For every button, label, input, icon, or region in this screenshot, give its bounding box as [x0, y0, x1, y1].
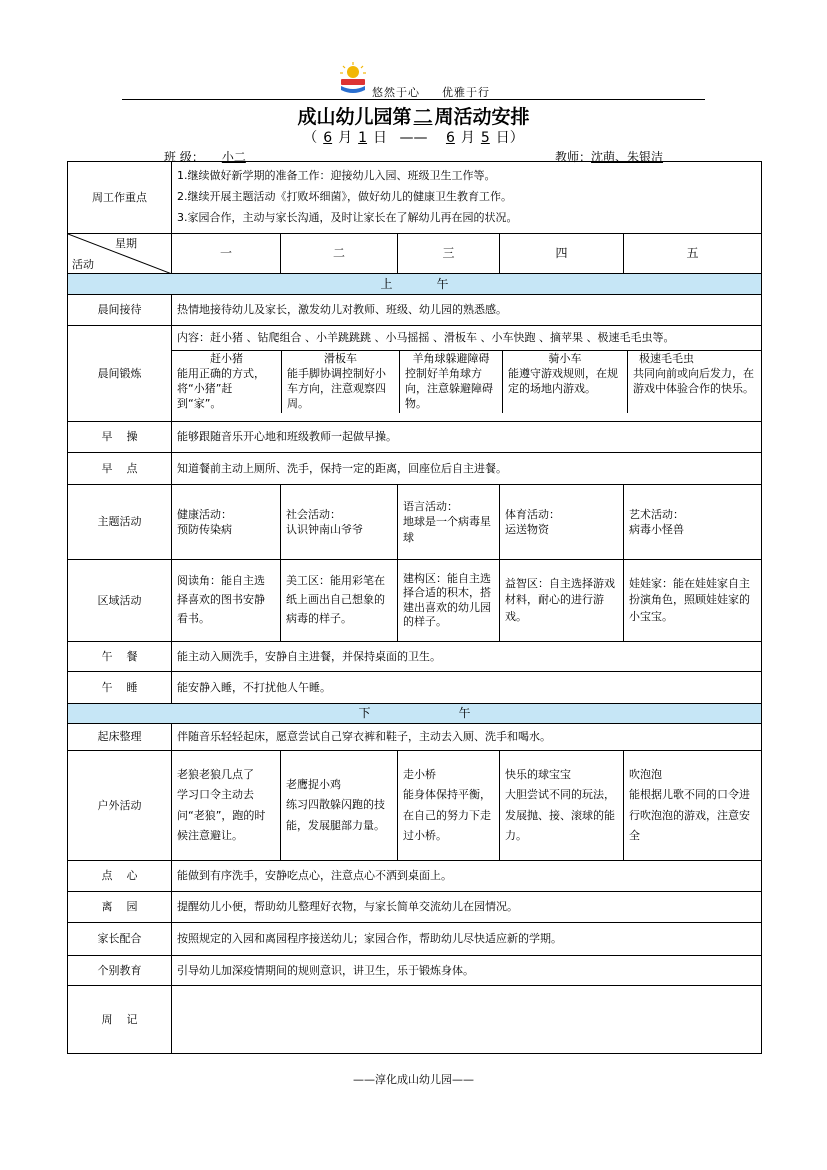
exercise-item-desc: 共同向前或向后发力，在游戏中体验合作的快乐。: [633, 367, 754, 396]
date-close: ）: [509, 130, 524, 146]
exercise-item-title: 滑板车: [324, 352, 357, 366]
row-label: 晨间接待: [68, 295, 172, 326]
outdoor-desc: 学习口令主动去问“老狼”，跑的时候注意避让。: [177, 788, 266, 842]
row-label: 早操: [68, 422, 172, 453]
outdoor-desc: 大胆尝试不同的玩法，发展抛、接、滚球的能力。: [505, 788, 615, 842]
theme-activity-tuesday: [281, 485, 398, 560]
focus-item: 1.继续做好新学期的准备工作：迎接幼儿入园、班级卫生工作等。: [177, 169, 496, 183]
outdoor-activity-friday: [624, 751, 762, 861]
title-week-number: 二: [413, 106, 433, 128]
exercise-item-title: 羊角球躲避障碍: [412, 352, 490, 366]
exercise-item: [172, 351, 282, 412]
exercise-item: [282, 351, 400, 412]
outdoor-activity-wednesday: [398, 751, 500, 861]
individual-row: [68, 956, 762, 986]
exercise-item: [628, 351, 761, 412]
theme-title: 艺术活动：: [629, 507, 684, 521]
date-separator: ——: [399, 130, 428, 146]
corner-label-activity: 活动: [72, 257, 94, 271]
parents-text: 按照规定的入园和离园程序接送幼儿；家园合作，帮助幼儿尽快适应新的学期。: [172, 923, 762, 956]
footer: ——淳化成山幼儿园——: [353, 1073, 474, 1086]
band-right: 午: [458, 706, 471, 721]
weekly-focus-list: [172, 162, 762, 234]
theme-desc: 预防传染病: [177, 523, 232, 536]
weekday-monday: 一: [172, 234, 281, 274]
theme-activity-thursday: [500, 485, 624, 560]
afternoon-snack-row: [68, 861, 762, 892]
leave-row: [68, 892, 762, 923]
row-label: 离园: [68, 892, 172, 923]
weekly-schedule-table: [67, 161, 762, 1054]
theme-title: 体育活动：: [505, 507, 560, 521]
motto-part-2: 优雅于行: [442, 86, 490, 99]
outdoor-activity-thursday: [500, 751, 624, 861]
focus-item: 3.家园合作，主动与家长沟通，及时让家长在了解幼儿再在园的状况。: [177, 210, 518, 224]
morning-band: [68, 274, 762, 295]
exercise-item-desc: 能手脚协调控制好小车方向，注意观察四周。: [287, 367, 386, 410]
area-activity-thursday: 益智区：自主选择游戏材料，耐心的进行游戏。: [500, 560, 624, 642]
morning-snack-text: 知道餐前主动上厕所、洗手，保持一定的距离，回座位后自主进餐。: [172, 453, 762, 485]
class-value: 小二: [221, 150, 246, 164]
nap-row: [68, 672, 762, 704]
exercise-item-desc: 能用正确的方式，将“小猪”赶到“家”。: [177, 367, 265, 410]
exercise-item-list: [172, 350, 761, 412]
theme-title: 健康活动：: [177, 507, 232, 521]
notes-row: [68, 986, 762, 1054]
theme-activity-monday: [172, 485, 281, 560]
band-right: 午: [436, 276, 449, 291]
wakeup-text: 伴随音乐轻轻起床，愿意尝试自己穿衣裤和鞋子，主动去入厕、洗手和喝水。: [172, 724, 762, 751]
area-activity-friday: 娃娃家：能在娃娃家自主扮演角色，照顾娃娃家的小宝宝。: [624, 560, 762, 642]
date-range: [0, 127, 827, 147]
morning-exercise-row: [68, 422, 762, 453]
weekly-focus-row: [68, 162, 762, 234]
row-label: 点心: [68, 861, 172, 892]
notes-text[interactable]: [172, 986, 762, 1054]
month-char: 月: [338, 130, 353, 146]
row-label: 周工作重点: [68, 162, 172, 234]
kindergarten-logo-icon: [338, 62, 368, 96]
theme-title: 社会活动：: [286, 507, 341, 521]
outdoor-desc: 能身体保持平衡，在自己的努力下走过小桥。: [403, 788, 491, 842]
individual-text: 引导幼儿加深疫情期间的规则意识，讲卫生，乐于锻炼身体。: [172, 956, 762, 986]
outdoor-title: 快乐的球宝宝: [505, 767, 571, 781]
weekday-header-row: [68, 234, 762, 274]
day-char: 日: [373, 130, 388, 146]
weekday-thursday: 四: [500, 234, 624, 274]
outdoor-title: 走小桥: [403, 767, 436, 781]
month-char: 月: [460, 130, 475, 146]
theme-activity-friday: [624, 485, 762, 560]
outdoor-activity-tuesday: [281, 751, 398, 861]
band-left: 下: [358, 706, 371, 721]
row-label: 家长配合: [68, 923, 172, 956]
row-label: 主题活动: [68, 485, 172, 560]
afternoon-band: [68, 704, 762, 724]
exercise-item-desc: 能遵守游戏规则，在规定的场地内游戏。: [508, 367, 618, 396]
weekday-tuesday: 二: [281, 234, 398, 274]
theme-desc: 运送物资: [505, 523, 549, 536]
row-label: 户外活动: [68, 751, 172, 861]
theme-activity-row: [68, 485, 762, 560]
row-label: 午餐: [68, 642, 172, 672]
day-char: 日: [495, 130, 510, 146]
outdoor-title: 吹泡泡: [629, 767, 662, 781]
row-label: 晨间锻炼: [68, 326, 172, 422]
outdoor-desc: 能根据儿歌不同的口令进行吹泡泡的游戏，注意安全: [629, 788, 750, 842]
teacher-value: 沈萌、朱银洁: [591, 150, 664, 164]
band-left: 上: [380, 276, 393, 291]
reception-row: [68, 295, 762, 326]
row-label: 午睡: [68, 672, 172, 704]
corner-header-cell: [68, 234, 172, 274]
exercise-item: [503, 351, 628, 412]
reception-text: 热情地接待幼儿及家长，激发幼儿对教师、班级、幼儿园的熟悉感。: [172, 295, 762, 326]
motto: [372, 84, 490, 100]
weekday-wednesday: 三: [398, 234, 500, 274]
exercise-row: [68, 326, 762, 422]
row-label: 区域活动: [68, 560, 172, 642]
exercise-item: [400, 351, 503, 412]
end-day: 5: [480, 130, 490, 146]
row-label: 个别教育: [68, 956, 172, 986]
theme-desc: 认识钟南山爷爷: [286, 523, 363, 536]
row-label: 早点: [68, 453, 172, 485]
area-activity-row: [68, 560, 762, 642]
theme-title: 语言活动：: [403, 499, 458, 513]
leave-text: 提醒幼儿小便，帮助幼儿整理好衣物，与家长简单交流幼儿在园情况。: [172, 892, 762, 923]
row-label: 起床整理: [68, 724, 172, 751]
motto-part-1: 悠然于心: [372, 86, 420, 99]
outdoor-title: 老鹰捉小鸡: [286, 777, 341, 791]
morning-exercise-text: 能够跟随音乐开心地和班级教师一起做早操。: [172, 422, 762, 453]
outdoor-activity-monday: [172, 751, 281, 861]
row-label: 周记: [68, 986, 172, 1054]
area-activity-wednesday: 建构区：能自主选择合适的积木，搭建出喜欢的幼儿园的样子。: [398, 560, 500, 642]
theme-desc: 地球是一个病毒星球: [403, 515, 491, 544]
page-title: [0, 102, 827, 129]
exercise-item-desc: 控制好羊角球方向，注意躲避障碍物。: [405, 367, 493, 410]
outdoor-title: 老狼老狼几点了: [177, 767, 254, 781]
parents-row: [68, 923, 762, 956]
teacher-label: 教师：: [555, 150, 592, 164]
start-day: 1: [358, 130, 368, 146]
theme-desc: 病毒小怪兽: [629, 523, 684, 536]
morning-band-row: [68, 274, 762, 295]
area-activity-monday: 阅读角：能自主选择喜欢的图书安静看书。: [172, 560, 281, 642]
class-label: 班 级：: [164, 150, 204, 164]
area-activity-tuesday: 美工区：能用彩笔在纸上画出自己想象的病毒的样子。: [281, 560, 398, 642]
outdoor-desc: 练习四散躲闪跑的技能，发展腿部力量。: [286, 798, 385, 832]
exercise-item-title: 骑小车: [548, 352, 582, 366]
outdoor-activity-row: [68, 751, 762, 861]
exercise-item-title: 赶小猪: [210, 352, 243, 366]
end-month: 6: [445, 130, 455, 146]
lunch-text: 能主动入厕洗手，安静自主进餐，并保持桌面的卫生。: [172, 642, 762, 672]
corner-label-weekday: 星期: [115, 237, 137, 250]
title-prefix: 成山幼儿园第: [297, 106, 412, 128]
exercise-item-title: 极速毛毛虫: [639, 352, 694, 366]
wakeup-row: [68, 724, 762, 751]
nap-text: 能安静入睡，不打扰他人午睡。: [172, 672, 762, 704]
afternoon-band-row: [68, 704, 762, 724]
lunch-row: [68, 642, 762, 672]
start-month: 6: [323, 130, 333, 146]
header-divider: [122, 99, 705, 100]
exercise-content: 内容：赶小猪 、钻爬组合 、小羊跳跳跳 、小马摇摇 、滑板车 、小车快跑 、摘苹果 、极速毛毛虫等。: [177, 331, 675, 344]
title-suffix: 周活动安排: [434, 106, 530, 128]
morning-snack-row: [68, 453, 762, 485]
focus-item: 2.继续开展主题活动《打败坏细菌》，做好幼儿的健康卫生教育工作。: [177, 190, 512, 204]
afternoon-snack-text: 能做到有序洗手，安静吃点心，注意点心不洒到桌面上。: [172, 861, 762, 892]
exercise-cell: [172, 326, 762, 422]
weekday-friday: 五: [624, 234, 762, 274]
theme-activity-wednesday: [398, 485, 500, 560]
date-open: （: [303, 130, 318, 146]
